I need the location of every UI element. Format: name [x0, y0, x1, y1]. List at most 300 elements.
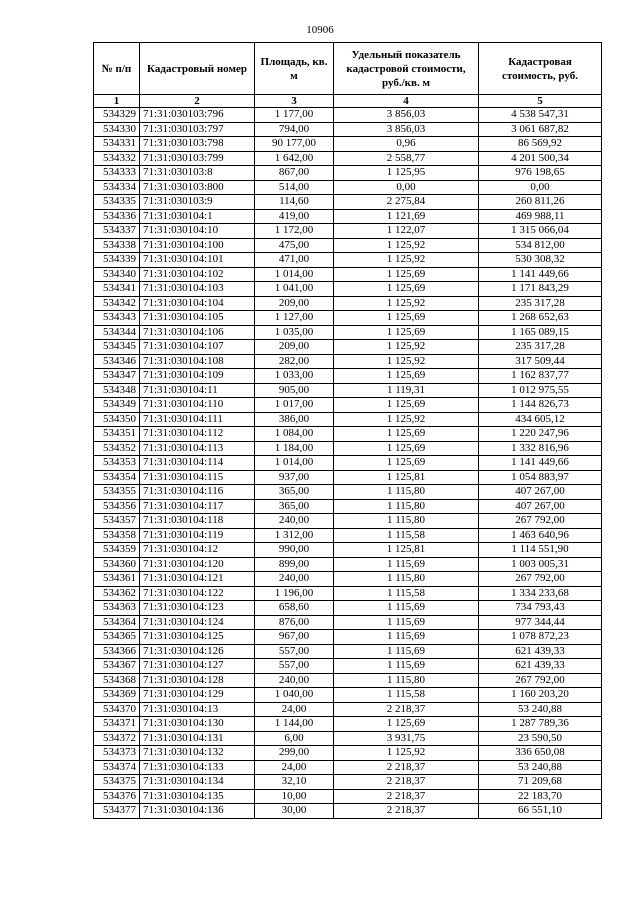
- table-row: [94, 137, 602, 152]
- unit-value-cell: 1 115,69: [334, 659, 479, 674]
- column-number: 4: [334, 95, 479, 108]
- row-number-cell: 534368: [94, 673, 140, 688]
- area-cell: 32,10: [255, 775, 334, 790]
- cadastral-value-cell: 621 439,33: [479, 644, 602, 659]
- row-number-cell: 534363: [94, 601, 140, 616]
- table-row: [94, 615, 602, 630]
- row-number-cell: 534370: [94, 702, 140, 717]
- table-row: [94, 760, 602, 775]
- table-row: [94, 151, 602, 166]
- unit-value-cell: 1 125,69: [334, 441, 479, 456]
- cadastral-value-cell: 1 003 005,31: [479, 557, 602, 572]
- cadastral-value-cell: 976 198,65: [479, 166, 602, 181]
- row-number-cell: 534365: [94, 630, 140, 645]
- unit-value-cell: 1 125,69: [334, 717, 479, 732]
- unit-value-cell: 1 115,69: [334, 630, 479, 645]
- cadastral-number-cell: 71:31:030104:113: [140, 441, 255, 456]
- table-row: [94, 485, 602, 500]
- unit-value-cell: 0,96: [334, 137, 479, 152]
- row-number-cell: 534353: [94, 456, 140, 471]
- cadastral-number-cell: 71:31:030104:126: [140, 644, 255, 659]
- cadastral-number-cell: 71:31:030104:13: [140, 702, 255, 717]
- row-number-cell: 534371: [94, 717, 140, 732]
- unit-value-cell: 3 931,75: [334, 731, 479, 746]
- unit-value-cell: 1 125,81: [334, 543, 479, 558]
- row-number-cell: 534347: [94, 369, 140, 384]
- area-cell: 240,00: [255, 514, 334, 529]
- area-cell: 514,00: [255, 180, 334, 195]
- area-cell: 282,00: [255, 354, 334, 369]
- area-cell: 1 017,00: [255, 398, 334, 413]
- cadastral-number-cell: 71:31:030104:1: [140, 209, 255, 224]
- cadastral-number-cell: 71:31:030104:11: [140, 383, 255, 398]
- area-cell: 1 035,00: [255, 325, 334, 340]
- unit-value-cell: 1 115,80: [334, 572, 479, 587]
- cadastral-number-cell: 71:31:030104:122: [140, 586, 255, 601]
- cadastral-value-cell: 734 793,43: [479, 601, 602, 616]
- cadastral-value-cell: 267 792,00: [479, 514, 602, 529]
- area-cell: 1 312,00: [255, 528, 334, 543]
- cadastral-number-cell: 71:31:030104:123: [140, 601, 255, 616]
- area-cell: 1 172,00: [255, 224, 334, 239]
- unit-value-cell: 1 125,92: [334, 340, 479, 355]
- cadastral-value-cell: 469 988,11: [479, 209, 602, 224]
- unit-value-cell: 1 125,92: [334, 238, 479, 253]
- cadastral-number-cell: 71:31:030104:131: [140, 731, 255, 746]
- unit-value-cell: 1 115,58: [334, 688, 479, 703]
- cadastral-value-cell: 4 538 547,31: [479, 108, 602, 123]
- cadastral-number-cell: 71:31:030104:120: [140, 557, 255, 572]
- column-number: 2: [140, 95, 255, 108]
- row-number-cell: 534346: [94, 354, 140, 369]
- cadastral-number-cell: 71:31:030104:106: [140, 325, 255, 340]
- table-row: [94, 282, 602, 297]
- unit-value-cell: 1 115,69: [334, 644, 479, 659]
- cadastral-value-cell: 336 650,08: [479, 746, 602, 761]
- table-row: [94, 702, 602, 717]
- area-cell: 30,00: [255, 804, 334, 819]
- unit-value-cell: 1 115,58: [334, 528, 479, 543]
- cadastral-number-cell: 71:31:030104:102: [140, 267, 255, 282]
- cadastral-value-cell: 407 267,00: [479, 499, 602, 514]
- area-cell: 365,00: [255, 499, 334, 514]
- row-number-cell: 534367: [94, 659, 140, 674]
- row-number-cell: 534369: [94, 688, 140, 703]
- cadastral-value-cell: 1 141 449,66: [479, 267, 602, 282]
- cadastral-value-cell: 267 792,00: [479, 673, 602, 688]
- table-row: [94, 717, 602, 732]
- row-number-cell: 534336: [94, 209, 140, 224]
- area-cell: 209,00: [255, 340, 334, 355]
- row-number-cell: 534366: [94, 644, 140, 659]
- table-row: [94, 688, 602, 703]
- cadastral-number-cell: 71:31:030104:134: [140, 775, 255, 790]
- table-row: [94, 586, 602, 601]
- area-cell: 557,00: [255, 659, 334, 674]
- column-number: 3: [255, 95, 334, 108]
- cadastral-number-cell: 71:31:030104:105: [140, 311, 255, 326]
- row-number-cell: 534351: [94, 427, 140, 442]
- row-number-cell: 534364: [94, 615, 140, 630]
- table-row: [94, 340, 602, 355]
- unit-value-cell: 2 218,37: [334, 789, 479, 804]
- cadastral-value-cell: 0,00: [479, 180, 602, 195]
- unit-value-cell: 1 125,69: [334, 325, 479, 340]
- cadastral-number-cell: 71:31:030103:799: [140, 151, 255, 166]
- unit-value-cell: 1 125,69: [334, 427, 479, 442]
- cadastral-number-cell: 71:31:030104:129: [140, 688, 255, 703]
- table-row: [94, 253, 602, 268]
- area-cell: 1 033,00: [255, 369, 334, 384]
- area-cell: 1 144,00: [255, 717, 334, 732]
- cadastral-value-cell: 86 569,92: [479, 137, 602, 152]
- cadastral-value-cell: 71 209,68: [479, 775, 602, 790]
- area-cell: 794,00: [255, 122, 334, 137]
- cadastral-value-cell: 621 439,33: [479, 659, 602, 674]
- cadastral-number-cell: 71:31:030104:127: [140, 659, 255, 674]
- area-cell: 240,00: [255, 673, 334, 688]
- unit-value-cell: 0,00: [334, 180, 479, 195]
- cadastral-value-cell: 434 605,12: [479, 412, 602, 427]
- cadastral-number-cell: 71:31:030104:114: [140, 456, 255, 471]
- cadastral-value-cell: 53 240,88: [479, 702, 602, 717]
- header-row-number: № п/п: [94, 43, 140, 95]
- header-cadastral-value: Кадастровая стоимость, руб.: [479, 43, 602, 95]
- table-row: [94, 195, 602, 210]
- area-cell: 299,00: [255, 746, 334, 761]
- column-number: 5: [479, 95, 602, 108]
- table-row: [94, 528, 602, 543]
- table-row: [94, 122, 602, 137]
- area-cell: 867,00: [255, 166, 334, 181]
- table-row: [94, 789, 602, 804]
- cadastral-number-cell: 71:31:030104:115: [140, 470, 255, 485]
- table-row: [94, 441, 602, 456]
- cadastral-value-cell: 1 012 975,55: [479, 383, 602, 398]
- row-number-cell: 534359: [94, 543, 140, 558]
- unit-value-cell: 1 125,92: [334, 746, 479, 761]
- area-cell: 10,00: [255, 789, 334, 804]
- cadastral-number-cell: 71:31:030104:107: [140, 340, 255, 355]
- header-row: [94, 43, 602, 95]
- cadastral-value-cell: 534 812,00: [479, 238, 602, 253]
- unit-value-cell: 3 856,03: [334, 108, 479, 123]
- table-row: [94, 369, 602, 384]
- cadastral-value-cell: 1 334 233,68: [479, 586, 602, 601]
- area-cell: 1 084,00: [255, 427, 334, 442]
- cadastral-value-cell: 1 171 843,29: [479, 282, 602, 297]
- cadastral-number-cell: 71:31:030103:797: [140, 122, 255, 137]
- cadastral-value-cell: 1 114 551,90: [479, 543, 602, 558]
- cadastral-value-cell: 317 509,44: [479, 354, 602, 369]
- cadastral-value-cell: 3 061 687,82: [479, 122, 602, 137]
- area-cell: 905,00: [255, 383, 334, 398]
- row-number-cell: 534330: [94, 122, 140, 137]
- area-cell: 990,00: [255, 543, 334, 558]
- cadastral-value-cell: 1 078 872,23: [479, 630, 602, 645]
- cadastral-value-cell: 1 463 640,96: [479, 528, 602, 543]
- row-number-cell: 534350: [94, 412, 140, 427]
- unit-value-cell: 1 125,69: [334, 282, 479, 297]
- unit-value-cell: 1 115,69: [334, 557, 479, 572]
- unit-value-cell: 1 125,92: [334, 354, 479, 369]
- table-row: [94, 557, 602, 572]
- unit-value-cell: 2 218,37: [334, 775, 479, 790]
- table-row: [94, 804, 602, 819]
- unit-value-cell: 1 125,69: [334, 369, 479, 384]
- cadastral-number-cell: 71:31:030104:110: [140, 398, 255, 413]
- table-row: [94, 383, 602, 398]
- row-number-cell: 534377: [94, 804, 140, 819]
- table-row: [94, 325, 602, 340]
- cadastral-number-cell: 71:31:030104:119: [140, 528, 255, 543]
- table-row: [94, 412, 602, 427]
- area-cell: 937,00: [255, 470, 334, 485]
- row-number-cell: 534334: [94, 180, 140, 195]
- table-row: [94, 209, 602, 224]
- area-cell: 967,00: [255, 630, 334, 645]
- area-cell: 876,00: [255, 615, 334, 630]
- unit-value-cell: 1 125,69: [334, 398, 479, 413]
- area-cell: 419,00: [255, 209, 334, 224]
- cadastral-value-cell: 22 183,70: [479, 789, 602, 804]
- page-number: 10906: [306, 24, 334, 36]
- area-cell: 1 196,00: [255, 586, 334, 601]
- area-cell: 386,00: [255, 412, 334, 427]
- cadastral-value-cell: 53 240,88: [479, 760, 602, 775]
- row-number-cell: 534345: [94, 340, 140, 355]
- header-unit-value: Удельный показатель кадастровой стоимости, руб./кв. м: [334, 43, 479, 95]
- cadastral-value-cell: 1 165 089,15: [479, 325, 602, 340]
- cadastral-number-cell: 71:31:030104:118: [140, 514, 255, 529]
- area-cell: 1 177,00: [255, 108, 334, 123]
- cadastral-number-cell: 71:31:030104:136: [140, 804, 255, 819]
- cadastral-number-cell: 71:31:030104:100: [140, 238, 255, 253]
- area-cell: 1 041,00: [255, 282, 334, 297]
- row-number-cell: 534332: [94, 151, 140, 166]
- area-cell: 1 014,00: [255, 267, 334, 282]
- cadastral-value-cell: 1 054 883,97: [479, 470, 602, 485]
- area-cell: 24,00: [255, 702, 334, 717]
- header-area: Площадь, кв. м: [255, 43, 334, 95]
- unit-value-cell: 2 558,77: [334, 151, 479, 166]
- row-number-cell: 534355: [94, 485, 140, 500]
- area-cell: 1 014,00: [255, 456, 334, 471]
- area-cell: 557,00: [255, 644, 334, 659]
- table-row: [94, 644, 602, 659]
- cadastral-number-cell: 71:31:030103:798: [140, 137, 255, 152]
- cadastral-number-cell: 71:31:030104:101: [140, 253, 255, 268]
- cadastral-number-cell: 71:31:030103:9: [140, 195, 255, 210]
- unit-value-cell: 2 218,37: [334, 804, 479, 819]
- row-number-cell: 534339: [94, 253, 140, 268]
- table-row: [94, 543, 602, 558]
- row-number-cell: 534360: [94, 557, 140, 572]
- area-cell: 1 127,00: [255, 311, 334, 326]
- cadastral-number-cell: 71:31:030104:10: [140, 224, 255, 239]
- cadastral-value-cell: 23 590,50: [479, 731, 602, 746]
- area-cell: 1 184,00: [255, 441, 334, 456]
- column-number: 1: [94, 95, 140, 108]
- cadastral-number-cell: 71:31:030104:135: [140, 789, 255, 804]
- area-cell: 6,00: [255, 731, 334, 746]
- cadastral-value-cell: 1 268 652,63: [479, 311, 602, 326]
- cadastral-number-cell: 71:31:030103:800: [140, 180, 255, 195]
- table-body: [94, 108, 602, 819]
- row-number-cell: 534361: [94, 572, 140, 587]
- table-row: [94, 224, 602, 239]
- row-number-cell: 534356: [94, 499, 140, 514]
- cadastral-value-table: [93, 42, 602, 819]
- row-number-cell: 534362: [94, 586, 140, 601]
- row-number-cell: 534333: [94, 166, 140, 181]
- cadastral-value-cell: 1 160 203,20: [479, 688, 602, 703]
- row-number-cell: 534348: [94, 383, 140, 398]
- unit-value-cell: 2 218,37: [334, 702, 479, 717]
- cadastral-number-cell: 71:31:030104:130: [140, 717, 255, 732]
- unit-value-cell: 2 275,84: [334, 195, 479, 210]
- table-row: [94, 746, 602, 761]
- row-number-cell: 534329: [94, 108, 140, 123]
- cadastral-value-cell: 66 551,10: [479, 804, 602, 819]
- cadastral-number-cell: 71:31:030104:133: [140, 760, 255, 775]
- cadastral-value-cell: 1 220 247,96: [479, 427, 602, 442]
- area-cell: 90 177,00: [255, 137, 334, 152]
- row-number-cell: 534337: [94, 224, 140, 239]
- cadastral-value-cell: 235 317,28: [479, 296, 602, 311]
- cadastral-value-cell: 530 308,32: [479, 253, 602, 268]
- row-number-cell: 534374: [94, 760, 140, 775]
- cadastral-value-cell: 235 317,28: [479, 340, 602, 355]
- cadastral-number-cell: 71:31:030104:128: [140, 673, 255, 688]
- cadastral-value-cell: 407 267,00: [479, 485, 602, 500]
- table-row: [94, 673, 602, 688]
- cadastral-value-cell: 1 315 066,04: [479, 224, 602, 239]
- cadastral-number-cell: 71:31:030104:112: [140, 427, 255, 442]
- row-number-cell: 534373: [94, 746, 140, 761]
- cadastral-value-cell: 1 144 826,73: [479, 398, 602, 413]
- cadastral-number-cell: 71:31:030104:124: [140, 615, 255, 630]
- cadastral-number-cell: 71:31:030104:111: [140, 412, 255, 427]
- row-number-cell: 534341: [94, 282, 140, 297]
- row-number-cell: 534357: [94, 514, 140, 529]
- table-row: [94, 659, 602, 674]
- table-row: [94, 180, 602, 195]
- unit-value-cell: 1 115,58: [334, 586, 479, 601]
- table-row: [94, 775, 602, 790]
- area-cell: 1 040,00: [255, 688, 334, 703]
- table-row: [94, 267, 602, 282]
- area-cell: 658,60: [255, 601, 334, 616]
- cadastral-value-cell: 260 811,26: [479, 195, 602, 210]
- cadastral-value-cell: 977 344,44: [479, 615, 602, 630]
- cadastral-number-cell: 71:31:030103:796: [140, 108, 255, 123]
- row-number-cell: 534349: [94, 398, 140, 413]
- cadastral-number-cell: 71:31:030104:108: [140, 354, 255, 369]
- row-number-cell: 534376: [94, 789, 140, 804]
- area-cell: 209,00: [255, 296, 334, 311]
- table-row: [94, 731, 602, 746]
- table-row: [94, 354, 602, 369]
- unit-value-cell: 1 115,80: [334, 673, 479, 688]
- unit-value-cell: 3 856,03: [334, 122, 479, 137]
- unit-value-cell: 1 125,69: [334, 311, 479, 326]
- cadastral-number-cell: 71:31:030104:109: [140, 369, 255, 384]
- table-row: [94, 470, 602, 485]
- cadastral-number-cell: 71:31:030104:104: [140, 296, 255, 311]
- cadastral-value-cell: 4 201 500,34: [479, 151, 602, 166]
- unit-value-cell: 1 125,69: [334, 267, 479, 282]
- area-cell: 24,00: [255, 760, 334, 775]
- cadastral-number-cell: 71:31:030103:8: [140, 166, 255, 181]
- area-cell: 114,60: [255, 195, 334, 210]
- cadastral-number-cell: 71:31:030104:121: [140, 572, 255, 587]
- table-row: [94, 427, 602, 442]
- row-number-cell: 534335: [94, 195, 140, 210]
- cadastral-number-cell: 71:31:030104:132: [140, 746, 255, 761]
- table-row: [94, 398, 602, 413]
- area-cell: 1 642,00: [255, 151, 334, 166]
- unit-value-cell: 1 125,92: [334, 296, 479, 311]
- table-row: [94, 296, 602, 311]
- table-row: [94, 499, 602, 514]
- row-number-cell: 534352: [94, 441, 140, 456]
- cadastral-value-cell: 1 162 837,77: [479, 369, 602, 384]
- cadastral-number-cell: 71:31:030104:103: [140, 282, 255, 297]
- table-header: [94, 43, 602, 108]
- unit-value-cell: 1 125,69: [334, 456, 479, 471]
- table-row: [94, 572, 602, 587]
- row-number-cell: 534375: [94, 775, 140, 790]
- table-row: [94, 238, 602, 253]
- cadastral-value-cell: 267 792,00: [479, 572, 602, 587]
- unit-value-cell: 1 115,69: [334, 601, 479, 616]
- row-number-cell: 534338: [94, 238, 140, 253]
- cadastral-number-cell: 71:31:030104:116: [140, 485, 255, 500]
- row-number-cell: 534344: [94, 325, 140, 340]
- table-row: [94, 166, 602, 181]
- cadastral-number-cell: 71:31:030104:117: [140, 499, 255, 514]
- cadastral-value-cell: 1 287 789,36: [479, 717, 602, 732]
- row-number-cell: 534331: [94, 137, 140, 152]
- header-cadastral-number: Кадастровый номер: [140, 43, 255, 95]
- unit-value-cell: 1 115,69: [334, 615, 479, 630]
- unit-value-cell: 1 125,92: [334, 253, 479, 268]
- row-number-cell: 534354: [94, 470, 140, 485]
- cadastral-value-cell: 1 141 449,66: [479, 456, 602, 471]
- unit-value-cell: 1 125,95: [334, 166, 479, 181]
- unit-value-cell: 1 125,92: [334, 412, 479, 427]
- row-number-cell: 534372: [94, 731, 140, 746]
- unit-value-cell: 1 119,31: [334, 383, 479, 398]
- unit-value-cell: 1 115,80: [334, 514, 479, 529]
- unit-value-cell: 1 125,81: [334, 470, 479, 485]
- row-number-cell: 534340: [94, 267, 140, 282]
- row-number-cell: 534358: [94, 528, 140, 543]
- cadastral-number-cell: 71:31:030104:125: [140, 630, 255, 645]
- area-cell: 899,00: [255, 557, 334, 572]
- table-row: [94, 630, 602, 645]
- table-row: [94, 108, 602, 123]
- area-cell: 471,00: [255, 253, 334, 268]
- unit-value-cell: 2 218,37: [334, 760, 479, 775]
- table-row: [94, 456, 602, 471]
- unit-value-cell: 1 122,07: [334, 224, 479, 239]
- area-cell: 475,00: [255, 238, 334, 253]
- table-row: [94, 514, 602, 529]
- row-number-cell: 534343: [94, 311, 140, 326]
- table-row: [94, 601, 602, 616]
